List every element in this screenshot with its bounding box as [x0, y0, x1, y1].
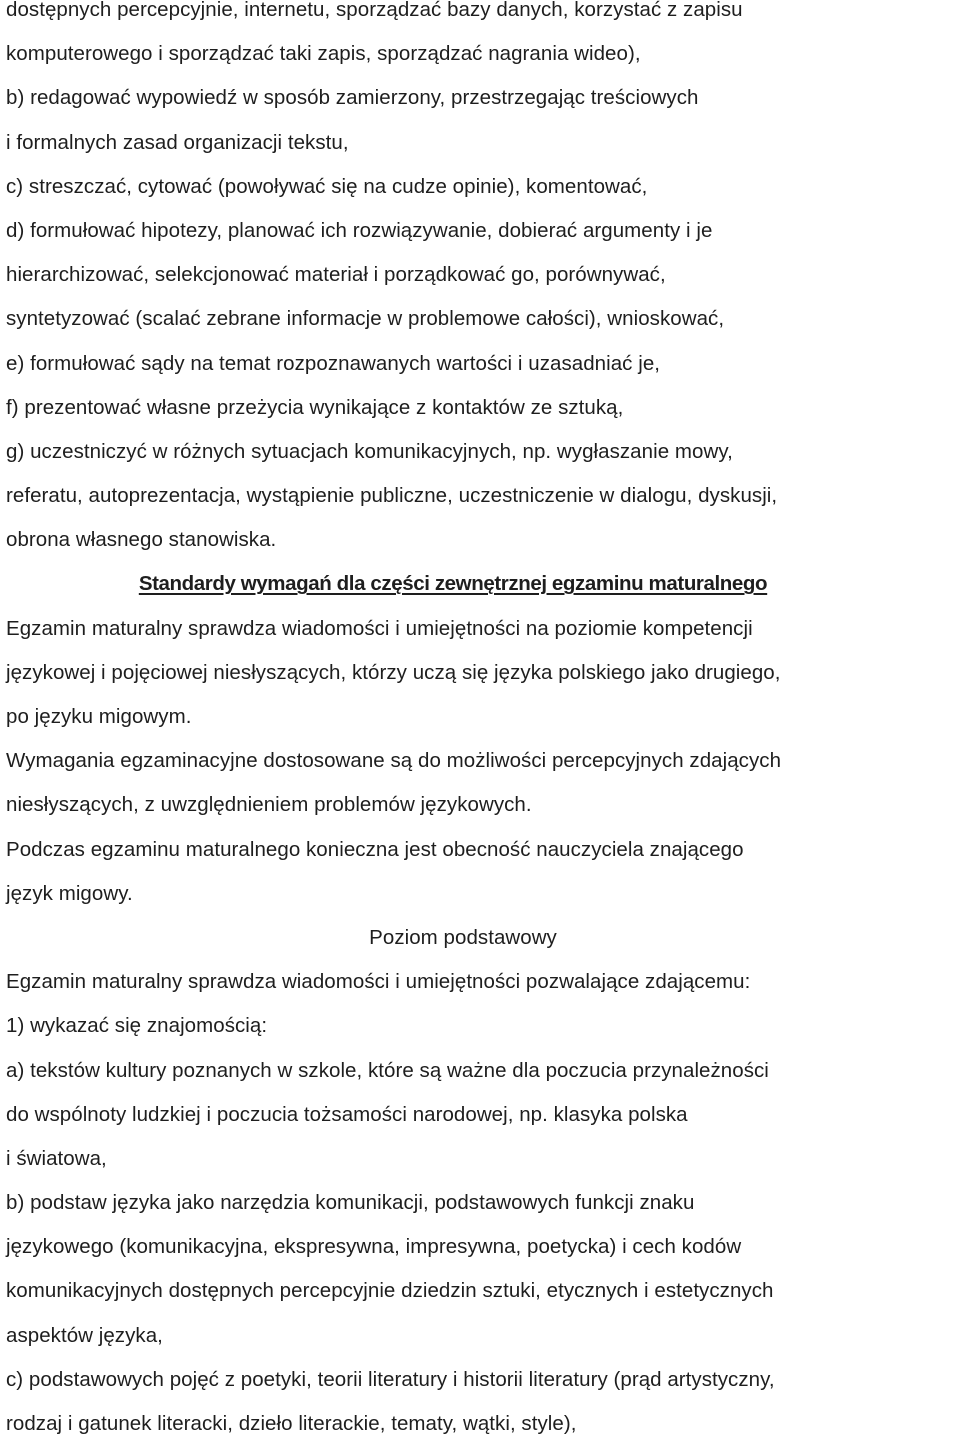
text-line: rodzaj i gatunek literacki, dzieło literackie, tematy, wątki, style), [6, 1412, 577, 1435]
list-item-1: 1) wykazać się znajomością: [6, 1014, 268, 1038]
text-line: syntetyzować (scalać zebrane informacje w problemowe całości), wnioskować, [6, 307, 725, 331]
paragraph-line: Podczas egzaminu maturalnego konieczna jest obecność nauczyciela znającego [6, 837, 744, 861]
paragraph-line: językowej i pojęciowej niesłyszących, którzy uczą się języka polskiego jako drugiego, [6, 660, 781, 684]
list-item-b: b) redagować wypowiedź w sposób zamierzony, przestrzegając treściowych [6, 86, 699, 110]
paragraph-line: niesłyszących, z uwzględnieniem problemów językowych. [6, 793, 532, 817]
subsection-heading: Poziom podstawowy [369, 925, 557, 949]
list-item-d: d) formułować hipotezy, planować ich rozwiązywanie, dobierać argumenty i je [6, 218, 713, 242]
text-line: językowego (komunikacyjna, ekspresywna, impresywna, poetycka) i cech kodów [6, 1235, 742, 1259]
text-line: komunikacyjnych dostępnych percepcyjnie dziedzin sztuki, etycznych i estetycznych [6, 1279, 774, 1303]
text-line: i formalnych zasad organizacji tekstu, [6, 130, 349, 154]
paragraph-line: Egzamin maturalny sprawdza wiadomości i umiejętności na poziomie kompetencji [6, 616, 753, 640]
text-line: do wspólnoty ludzkiej i poczucia tożsamości narodowej, np. klasyka polska [6, 1102, 688, 1126]
list-item-e: e) formułować sądy na temat rozpoznawanych wartości i uzasadniać je, [6, 351, 661, 375]
list-item-g: g) uczestniczyć w różnych sytuacjach komunikacyjnych, np. wygłaszanie mowy, [6, 439, 733, 463]
text-line: referatu, autoprezentacja, wystąpienie publiczne, uczestniczenie w dialogu, dyskusji, [6, 484, 778, 508]
text-line: i światowa, [6, 1146, 107, 1170]
paragraph-line: Egzamin maturalny sprawdza wiadomości i umiejętności pozwalające zdającemu: [6, 970, 751, 994]
list-item-c: c) podstawowych pojęć z poetyki, teorii literatury i historii literatury (prąd artystyczny, [6, 1367, 775, 1391]
list-item-c: c) streszczać, cytować (powoływać się na cudze opinie), komentować, [6, 174, 648, 198]
document-page [6, 0, 958, 1446]
paragraph-line: po języku migowym. [6, 705, 192, 728]
section-heading: Standardy wymagań dla części zewnętrznej egzaminu maturalnego [138, 572, 768, 596]
list-item-a: a) tekstów kultury poznanych w szkole, które są ważne dla poczucia przynależności [6, 1058, 769, 1082]
text-line: dostępnych percepcyjnie, internetu, sporządzać bazy danych, korzystać z zapisu [6, 0, 743, 21]
list-item-b: b) podstaw języka jako narzędzia komunikacji, podstawowych funkcji znaku [6, 1191, 695, 1215]
text-line: hierarchizować, selekcjonować materiał i porządkować go, porównywać, [6, 263, 666, 287]
paragraph-line: Wymagania egzaminacyjne dostosowane są do możliwości percepcyjnych zdających [6, 749, 782, 773]
paragraph-line: język migowy. [6, 881, 133, 905]
text-line: obrona własnego stanowiska. [6, 528, 277, 552]
list-item-f: f) prezentować własne przeżycia wynikające z kontaktów ze sztuką, [6, 395, 624, 419]
text-line: komputerowego i sporządzać taki zapis, sporządzać nagrania wideo), [6, 42, 641, 66]
text-line: aspektów języka, [6, 1323, 163, 1347]
